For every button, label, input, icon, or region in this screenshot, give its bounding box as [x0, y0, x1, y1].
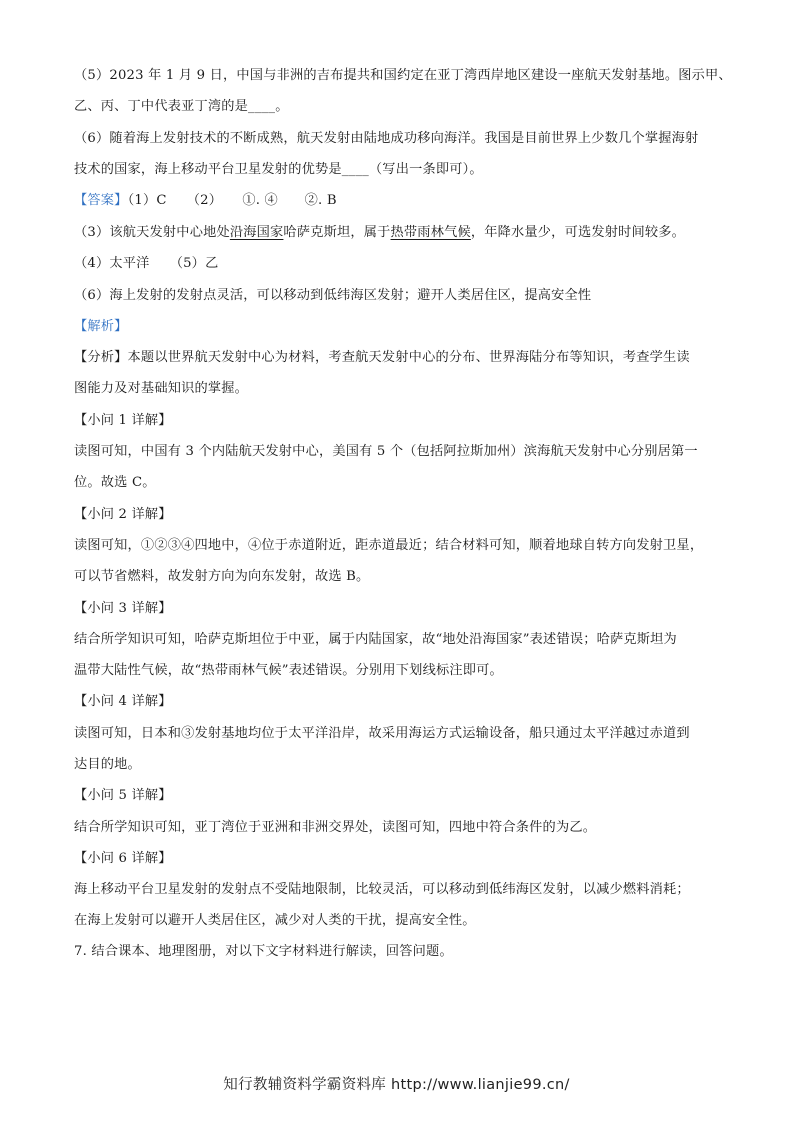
subquestion-2-line-2: 可以节省燃料，故发射方向为向东发射，故选 B。 [74, 569, 370, 584]
underlined-coastal-country: 沿海国家 [229, 225, 284, 240]
answer-3-part-c: ，年降水量少，可选发射时间较多。 [470, 225, 686, 240]
analysis-intro-line-1: 【分析】本题以世界航天发射中心为材料，考查航天发射中心的分布、世界海陆分布等知识，考查学生读 [74, 350, 690, 365]
question-6-line-1: （6）随着海上发射技术的不断成熟，航天发射由陆地成功移向海洋。我国是目前世界上少数几个掌握海射 [74, 131, 699, 146]
answer-tag: 【答案】 [74, 193, 128, 208]
answer-line-4: （6）海上发射的发射点灵活，可以移动到低纬海区发射；避开人类居住区，提高安全性 [74, 288, 592, 303]
subquestion-4-line-2: 达目的地。 [74, 757, 141, 772]
subquestion-3-title: 【小问 3 详解】 [74, 601, 172, 616]
subquestion-2-line-1: 读图可知，①②③④四地中，④位于赤道附近，距赤道最近；结合材料可知，顺着地球自转方向发射卫星， [74, 538, 704, 553]
subquestion-6-line-1: 海上移动平台卫星发射的发射点不受陆地限制，比较灵活，可以移动到低纬海区发射，以减少燃料消耗； [74, 882, 690, 897]
analysis-intro-line-2: 图能力及对基础知识的掌握。 [74, 381, 249, 396]
subquestion-1-title: 【小问 1 详解】 [74, 413, 172, 428]
analysis-tag: 【解析】 [74, 319, 128, 334]
answer-line-1 [74, 193, 337, 209]
answer-3-part-a: （3）该航天发射中心地处 [74, 225, 230, 240]
subquestion-5-title: 【小问 5 详解】 [74, 788, 172, 803]
subquestion-6-line-2: 在海上发射可以避开人类居住区，减少对人类的干扰，提高安全性。 [74, 913, 476, 928]
answer-1-2: （1）C （2） ①. ④ ②. B [127, 193, 337, 208]
subquestion-3-line-1: 结合所学知识可知，哈萨克斯坦位于中亚，属于内陆国家，故“地处沿海国家”表述错误；哈萨克斯坦为 [74, 632, 677, 647]
question-7-prompt: 7. 结合课本、地理图册，对以下文字材料进行解读，回答问题。 [74, 944, 453, 959]
answer-line-2 [74, 225, 685, 241]
subquestion-4-line-1: 读图可知，日本和③发射基地均位于太平洋沿岸，故采用海运方式运输设备，船只通过太平洋越过赤道到 [74, 726, 690, 741]
subquestion-4-title: 【小问 4 详解】 [74, 694, 172, 709]
subquestion-2-title: 【小问 2 详解】 [74, 507, 172, 522]
answer-3-part-b: 哈萨克斯坦，属于 [283, 225, 391, 240]
subquestion-1-line-2: 位。故选 C。 [74, 475, 156, 490]
subquestion-3-line-2: 温带大陆性气候，故“热带雨林气候”表述错误。分别用下划线标注即可。 [74, 663, 503, 678]
question-6-line-2: 技术的国家，海上移动平台卫星发射的优势是____（写出一条即可）。 [74, 162, 483, 177]
subquestion-6-title: 【小问 6 详解】 [74, 851, 172, 866]
subquestion-1-line-1: 读图可知，中国有 3 个内陆航天发射中心，美国有 5 个（包括阿拉斯加州）滨海航天发射中心分别居第一 [74, 444, 698, 459]
underlined-rainforest-climate: 热带雨林气候 [390, 225, 471, 240]
question-5-line-2: 乙、丙、丁中代表亚丁湾的是____。 [74, 99, 289, 114]
question-5-line-1: （5）2023 年 1 月 9 日，中国与非洲的吉布提共和国约定在亚丁湾西岸地区建设一座航天发射基地。图示甲、 [74, 68, 732, 83]
footer-watermark: 知行教辅资料学霸资料库 http://www.lianjie99.cn/ [223, 1077, 570, 1093]
subquestion-5-line-1: 结合所学知识可知，亚丁湾位于亚洲和非洲交界处，读图可知，四地中符合条件的为乙。 [74, 820, 597, 835]
answer-line-3: （4）太平洋 （5）乙 [74, 256, 219, 271]
